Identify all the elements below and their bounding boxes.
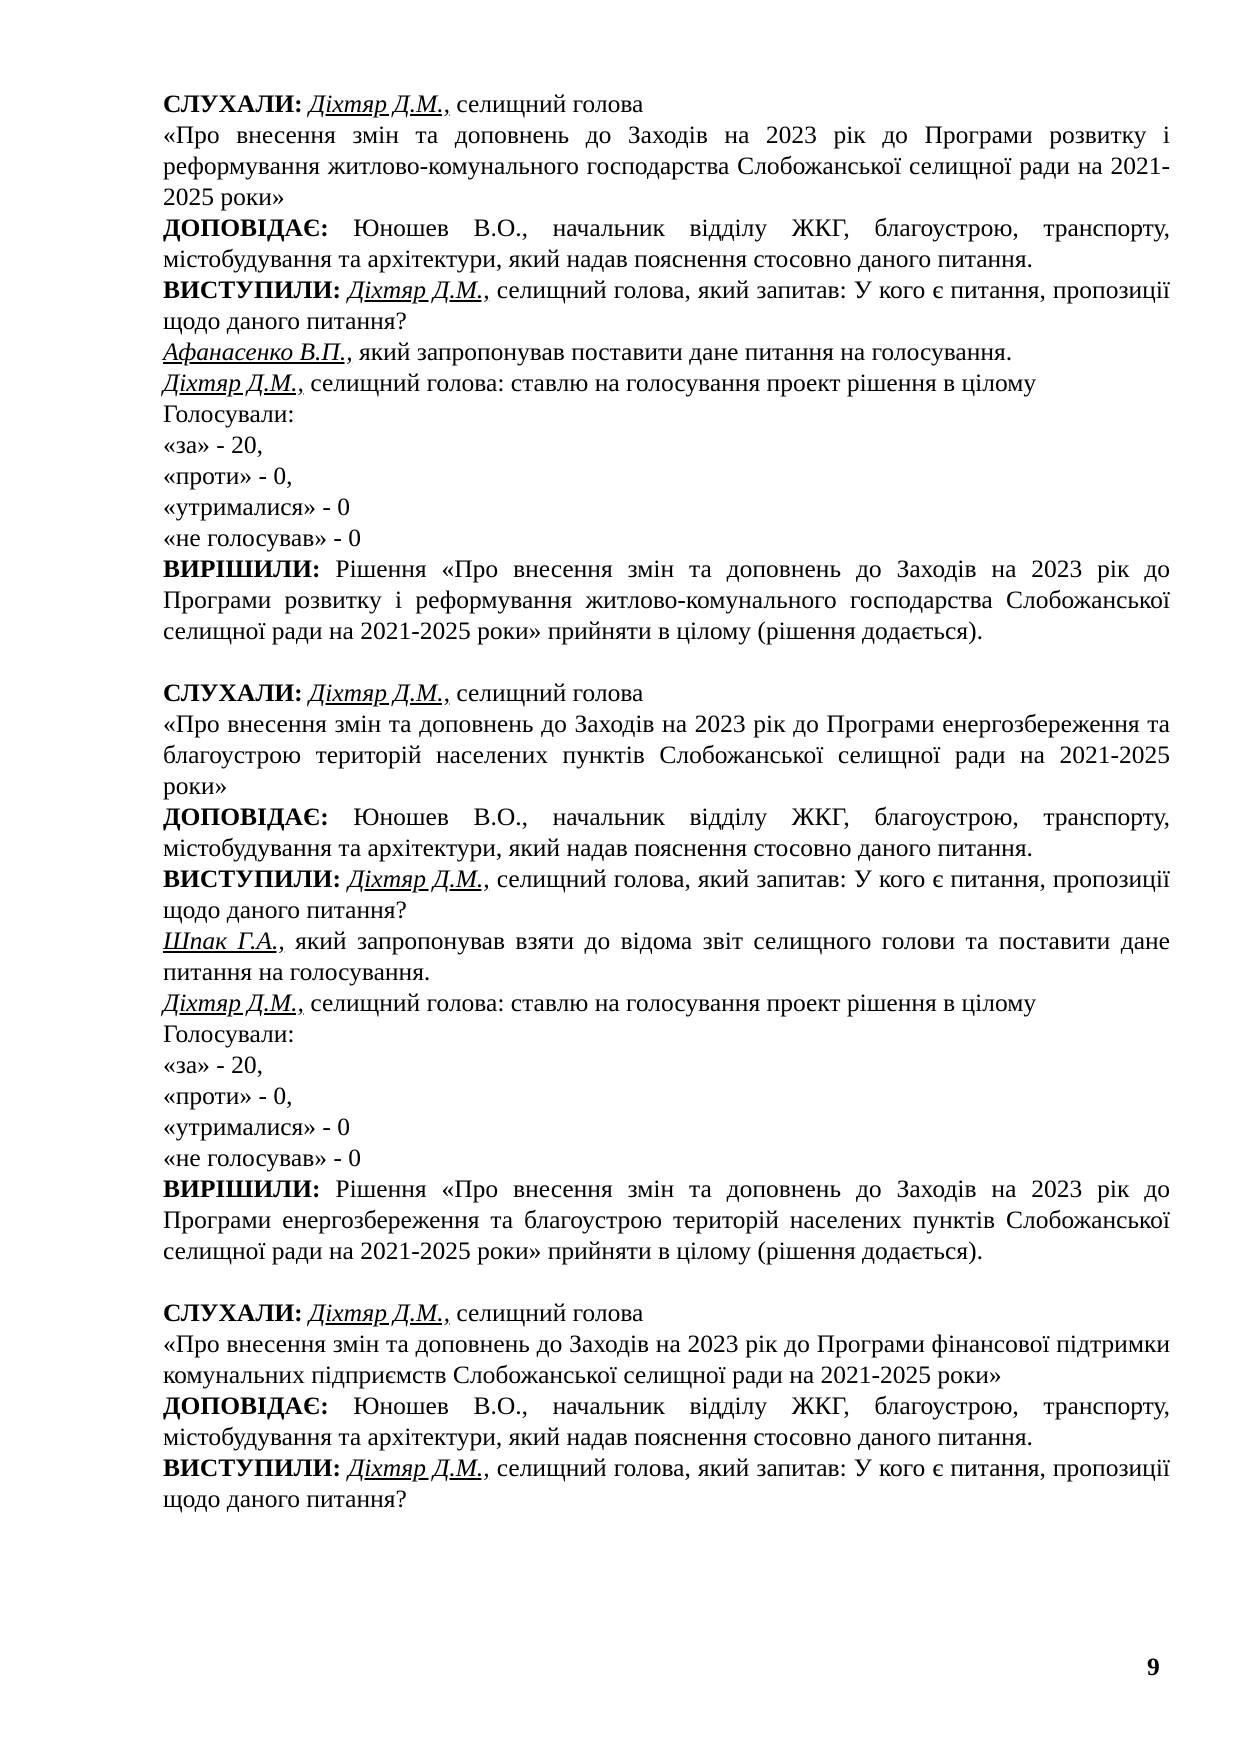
vote-against: «проти» - 0, bbox=[163, 461, 293, 490]
reports-text: Юношев В.О., начальник відділу ЖКГ, благоустрою, транспорту, містобудування та архітектури, який надав пояснення стосовно даного питання. bbox=[163, 1391, 1170, 1451]
reports-label: ДОПОВІДАЄ: bbox=[163, 1391, 329, 1420]
vote-abstain: «утрималися» - 0 bbox=[163, 1112, 351, 1141]
spoke-line bbox=[163, 274, 1170, 336]
reports-line bbox=[163, 212, 1170, 274]
spoke-speaker: Діхтяр Д.М., bbox=[348, 1453, 490, 1482]
agenda-item-1 bbox=[163, 88, 1170, 646]
reports-line bbox=[163, 1390, 1170, 1452]
vote-call-line bbox=[163, 987, 1170, 1018]
reports-line bbox=[163, 801, 1170, 863]
heard-label: СЛУХАЛИ: bbox=[163, 678, 303, 707]
reports-text: Юношев В.О., начальник відділу ЖКГ, благоустрою, транспорту, містобудування та архітектури, який надав пояснення стосовно даного питання. bbox=[163, 213, 1170, 273]
reports-label: ДОПОВІДАЄ: bbox=[163, 802, 329, 831]
heard-line bbox=[163, 1297, 1170, 1328]
proposal-text: який запропонував взяти до відома звіт селищного голови та поставити дане питання на голосування. bbox=[163, 926, 1170, 986]
vote-call-line bbox=[163, 367, 1170, 398]
proposal-line bbox=[163, 336, 1170, 367]
spoke-label: ВИСТУПИЛИ: bbox=[163, 275, 341, 304]
heard-speaker: Діхтяр Д.М., bbox=[309, 89, 450, 118]
vote-for: «за» - 20, bbox=[163, 1050, 264, 1079]
decided-label: ВИРІШИЛИ: bbox=[163, 554, 321, 583]
vote-for: «за» - 20, bbox=[163, 430, 264, 459]
decided-line bbox=[163, 1173, 1170, 1266]
decided-text: Рішення «Про внесення змін та доповнень до Заходів на 2023 рік до Програми розвитку і реформування житлово-комунального господарства Слобожанської селищної ради на 2021-2025 роки» прийняти в цілому (рішення додається). bbox=[163, 554, 1170, 645]
agenda-item-2 bbox=[163, 677, 1170, 1266]
spoke-text: селищний голова, який запитав: У кого є питання, пропозиції щодо даного питання? bbox=[163, 864, 1170, 924]
spoke-speaker: Діхтяр Д.М., bbox=[348, 864, 490, 893]
heard-line bbox=[163, 677, 1170, 708]
spoke-line bbox=[163, 1452, 1170, 1514]
spoke-speaker: Діхтяр Д.М., bbox=[348, 275, 490, 304]
heard-label: СЛУХАЛИ: bbox=[163, 1298, 303, 1327]
spoke-text: селищний голова, який запитав: У кого є питання, пропозиції щодо даного питання? bbox=[163, 275, 1170, 335]
heard-speaker: Діхтяр Д.М., bbox=[309, 1298, 450, 1327]
item-title: «Про внесення змін та доповнень до Заходів на 2023 рік до Програми енергозбереження та благоустрою територій населених пунктів Слобожанської селищної ради на 2021-2025 роки» bbox=[163, 709, 1170, 800]
proposal-line bbox=[163, 925, 1170, 987]
vote-not-voted: «не голосував» - 0 bbox=[163, 523, 361, 552]
heard-role: селищний голова bbox=[449, 89, 644, 118]
spoke-text: селищний голова, який запитав: У кого є питання, пропозиції щодо даного питання? bbox=[163, 1453, 1170, 1513]
heard-label: СЛУХАЛИ: bbox=[163, 89, 303, 118]
heard-role: селищний голова bbox=[449, 1298, 644, 1327]
agenda-item-3 bbox=[163, 1297, 1170, 1514]
vote-against: «проти» - 0, bbox=[163, 1081, 293, 1110]
voted-label: Голосували: bbox=[163, 1019, 295, 1048]
vote-abstain: «утрималися» - 0 bbox=[163, 492, 351, 521]
decided-line bbox=[163, 553, 1170, 646]
vote-call-text: селищний голова: ставлю на голосування проект рішення в цілому bbox=[303, 368, 1037, 397]
vote-call-speaker: Діхтяр Д.М., bbox=[163, 368, 304, 397]
reports-text: Юношев В.О., начальник відділу ЖКГ, благоустрою, транспорту, містобудування та архітектури, який надав пояснення стосовно даного питання. bbox=[163, 802, 1170, 862]
vote-call-text: селищний голова: ставлю на голосування проект рішення в цілому bbox=[303, 988, 1037, 1017]
decided-text: Рішення «Про внесення змін та доповнень до Заходів на 2023 рік до Програми енергозбереження та благоустрою територій населених пунктів Слобожанської селищної ради на 2021-2025 роки» прийняти в цілому (рішення додається). bbox=[163, 1174, 1170, 1265]
proposal-speaker: Афанасенко В.П., bbox=[163, 337, 353, 366]
voted-label: Голосували: bbox=[163, 399, 295, 428]
heard-role: селищний голова bbox=[449, 678, 644, 707]
heard-speaker: Діхтяр Д.М., bbox=[309, 678, 450, 707]
spoke-line bbox=[163, 863, 1170, 925]
vote-call-speaker: Діхтяр Д.М., bbox=[163, 988, 304, 1017]
document-page bbox=[163, 88, 1170, 1514]
page-number: 9 bbox=[1147, 1652, 1160, 1681]
item-title: «Про внесення змін та доповнень до Заходів на 2023 рік до Програми розвитку і реформування житлово-комунального господарства Слобожанської селищної ради на 2021-2025 роки» bbox=[163, 120, 1170, 211]
heard-line bbox=[163, 88, 1170, 119]
spoke-label: ВИСТУПИЛИ: bbox=[163, 1453, 341, 1482]
proposal-speaker: Шпак Г.А., bbox=[163, 926, 285, 955]
vote-not-voted: «не голосував» - 0 bbox=[163, 1143, 361, 1172]
proposal-text: який запропонував поставити дане питання на голосування. bbox=[352, 337, 1013, 366]
reports-label: ДОПОВІДАЄ: bbox=[163, 213, 329, 242]
item-title: «Про внесення змін та доповнень до Заходів на 2023 рік до Програми фінансової підтримки комунальних підприємств Слобожанської селищної ради на 2021-2025 роки» bbox=[163, 1329, 1170, 1389]
decided-label: ВИРІШИЛИ: bbox=[163, 1174, 321, 1203]
spoke-label: ВИСТУПИЛИ: bbox=[163, 864, 341, 893]
